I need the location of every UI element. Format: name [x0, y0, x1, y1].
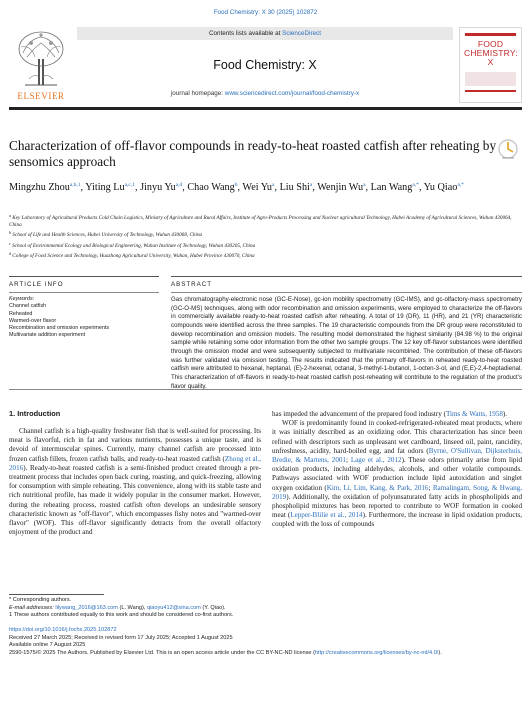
citation-link[interactable]: Lepper-Blilie et al., 2014	[290, 511, 363, 520]
doi-block	[9, 627, 522, 657]
text-run: ;	[428, 483, 433, 492]
author-affiliation-marker[interactable]: a,*	[457, 182, 464, 188]
paragraph	[272, 419, 522, 529]
paragraph	[272, 410, 522, 419]
footnotes	[9, 597, 309, 620]
email-line	[9, 605, 309, 613]
affiliation-marker: d	[9, 250, 11, 256]
author-list: Mingzhu Zhou$^{a,b,1}$, Yiting Lu$^{a,c,1}$, Jinyu Yu$^{a,d}$, Chao Wang$^b$, Wei Yu$^a$, Liu Shi$^a$, Wenjin Wu$^a$, Lan Wang$^{a,*}$, Yu Qiao$^{a,*}$	[9, 182, 464, 193]
citation-link[interactable]: Tims & Watts, 1958	[445, 410, 503, 418]
footnote-rule	[9, 594, 104, 595]
citation-link[interactable]: Zhong et al., 2016	[9, 454, 261, 472]
author-name[interactable]: Jinyu Yu	[140, 182, 176, 193]
contents-bar	[77, 27, 453, 40]
introduction-heading: 1. Introduction	[9, 409, 61, 418]
homepage-link[interactable]: www.sciencedirect.com/journal/food-chemistry-x	[224, 90, 360, 97]
keywords-rule	[9, 292, 159, 293]
text-run: ). These odors primarily arise from lipid oxidation products, including aldehydes, alcohols, and other volatile compounds. Pathways associated with WOF production include lipid autoxidation and singlet oxygen oxidation (	[272, 456, 523, 492]
affiliation-marker: a	[9, 213, 11, 218]
author-name[interactable]: Wenjin Wu	[317, 182, 364, 193]
affiliation-text: School of Environmental Ecology and Biological Engineering, Wuhan Institute of Technology, Wuhan 430205, China	[12, 242, 256, 249]
elsevier-tree-icon	[15, 29, 67, 87]
text-run: ). Ready-to-heat roasted catfish is a semi-finished product created through a pre-treatment process that includes open back curing, roasting, and quick-freezing, allowing for consumption with simple reheating. This convenience, along with its stable taste and rich nutritional profile, has made it widely popular in the consumer market. However, during the reheating process, roasted catfish often develops an undesirable sensory characteristic known as "off-flavor", which encompasses fishy notes and "warmed-over flavor" (WOF). This off-flavor significantly detracts from the overall olfactory enjoyment of the product and	[9, 463, 261, 537]
author-name[interactable]: Chao Wang	[187, 182, 235, 193]
author-name[interactable]: Liu Shi	[279, 182, 310, 193]
equal-contribution-note: 1 These authors contributed equally to this work and should be considered co-first authors.	[9, 612, 234, 618]
header-rule	[9, 107, 522, 110]
affiliation-text: Key Laboratory of Agricultural Products Cold Chain Logistics, Ministry of Agriculture and Rural Affairs, Institute of Agro-Products Processing and Nuclear agricultural Technology, Hubei Academy of Agricultural Sciences, Wuhan 430064, China	[9, 215, 512, 229]
journal-title: Food Chemistry: X	[213, 58, 317, 72]
text-run: Channel catfish is a high-quality freshwater fish that is well-suited for processing. Its meat is flavorful, rich in fat and various nutrients, possesses a unique taste, and is devoid of intermuscular spines. Currently, many channel catfish are processed into frozen catfish fillets, frozen catfish balls, and ready-to-heat roasted catfish (	[9, 427, 261, 463]
cover-bottom-bar	[465, 90, 516, 92]
elsevier-logo[interactable]	[9, 27, 73, 103]
elsevier-wordmark: ELSEVIER	[17, 91, 65, 101]
author-name[interactable]: Mingzhu Zhou	[9, 182, 70, 193]
text-run: ). Additionally, the oxidation of polyunsaturated fatty acids in phospholipids and phospholipid mixtures has been reported to contribute to WOF formation in cooked meat (	[272, 492, 522, 520]
available-online: Available online 7 August 2025	[9, 642, 86, 649]
cover-title	[464, 40, 517, 67]
affiliation-text: College of Food Science and Technology, Huazhong Agricultural University, Wuhan, Hubei Province 430070, China	[12, 252, 255, 259]
sciencedirect-link[interactable]: ScienceDirect	[282, 30, 321, 37]
email-link[interactable]: qiaoyu412@sina.com	[146, 604, 201, 611]
author-affiliation-marker[interactable]: a,d	[175, 182, 183, 188]
homepage-prefix: journal homepage:	[170, 90, 225, 97]
paragraph	[9, 427, 261, 537]
email-link[interactable]: lilywang_2016@163.com	[55, 604, 118, 611]
citation-link[interactable]: Ramalingam, Song, & Hwang, 2019	[272, 483, 523, 501]
affiliation-marker: b	[9, 230, 11, 236]
email-name: (Y. Qiao).	[200, 604, 226, 611]
info-rule-left	[9, 276, 159, 277]
author-name[interactable]: Wei Yu	[242, 182, 273, 193]
author-affiliation-marker[interactable]: a	[363, 182, 366, 188]
keyword-item: Warmed-over flavor	[9, 317, 57, 324]
text-run: ). Furthermore, the increase in lipid oxidation products, coupled with the loss of compounds	[272, 511, 523, 529]
keyword-item: Channel catfish	[9, 303, 47, 310]
author-affiliation-marker[interactable]: a,*	[412, 182, 419, 188]
cover-band	[465, 72, 516, 86]
keyword-item: Reheated	[9, 310, 33, 317]
contents-prefix: Contents lists available at	[208, 30, 283, 37]
info-rule-right	[171, 276, 522, 277]
abstract-bottom-rule	[9, 389, 522, 390]
author-affiliation-marker[interactable]: a	[309, 182, 313, 188]
author-affiliation-marker[interactable]: a	[272, 182, 275, 188]
journal-header	[9, 27, 522, 103]
journal-homepage	[77, 90, 453, 97]
affiliation-marker: c	[9, 240, 11, 246]
license-text: ).	[438, 649, 442, 656]
body-column-right	[272, 410, 522, 530]
affiliation-list	[9, 212, 514, 260]
email-name: (L. Wang),	[117, 604, 147, 611]
keywords-label: Keywords:	[9, 296, 35, 302]
check-for-updates-icon[interactable]	[497, 138, 519, 162]
affiliation-text: School of Life and Health Sciences, Hubei University of Technology, Wuhan 430068, China	[12, 232, 203, 239]
author-name[interactable]: Lan Wang	[370, 182, 413, 193]
text-run: WOF is predominantly found in cooked-refrigerated-reheated meat products, where it was initially described as an oxidizing odor. This characterization has since been refined with descriptors such as unpleasant wet cardboard, linseed oil, paint, rancidity, unfreshness, acidity, hard-boiled egg, and fat odors (	[272, 419, 522, 455]
citation-link[interactable]: Kim, Li, Lim, Kang, & Park, 2016	[326, 483, 429, 492]
keyword-item: Recombination and omission experiments	[9, 325, 110, 332]
license-line	[9, 650, 522, 658]
text-run: ;	[345, 456, 351, 465]
header-center	[77, 27, 453, 103]
received-dates: Received 27 March 2025; Received in revised form 17 July 2025; Accepted 1 August 2025	[9, 634, 233, 641]
author-affiliation-marker[interactable]: b	[234, 182, 238, 188]
doi-link[interactable]: https://doi.org/10.1016/j.fochx.2025.102872	[9, 627, 117, 633]
text-run: ).	[502, 410, 508, 418]
body-column-left	[9, 427, 261, 537]
author-name[interactable]: Yiting Lu	[85, 182, 125, 193]
email-label: E-mail addresses:	[9, 604, 56, 611]
affiliation-item	[9, 250, 514, 260]
affiliation-item	[9, 240, 514, 250]
author-affiliation-marker[interactable]: a,b,1	[69, 182, 81, 188]
keyword-item: Multivariate addition experiment	[9, 332, 86, 339]
cover-title-line-2: CHEMISTRY: X	[464, 48, 518, 67]
article-info-heading: ARTICLE INFO	[9, 281, 64, 288]
abstract-text: Gas chromatography-electronic nose (GC-E-Nose), gc-ion mobility spectrometry (GC-IMS), and gc-olfactory-mass spectrometry (GC-O-MS) techniques, along with odor recombination and omission experiments, were employed to characterize the off-flavors in commercially available ready-to-heat roasted catfish after reheating. A total of 19 (DR), 11 (HR), and 21 (YR) characteristic compounds were identified across the three samples. The 19 characteristic compounds from the DR group were reconstituted to develop recombination and omission models. The resulting model demonstrated the highest similarity (84.98 %) to the original sample while retaining some odor information from the other two sample groups. The 12 key off-flavor substances were identified through the omission model and were subsequently subjected to multivariate recombined. The contribution of these off-flavors was further validated via omission testing. The results indicated that the primary off-flavors in reheated ready-to-heat roasted catfish were attributed to hexanal, heptanal, (E)-2-hexenal, octanal, 3-methyl-1-butanol, 1-octen-3-ol, and (E,E)-2,4-heptadienal. This characterization of off-flavors in ready-to-heat roasted catfish post-reheating will contribute to the regulation of the product's flavor quality.	[171, 296, 522, 390]
cover-title-line-1: FOOD	[477, 39, 504, 49]
cover-top-bar	[465, 33, 516, 36]
license-link[interactable]: http://creativecommons.org/licenses/by-nc-nd/4.0/	[314, 649, 439, 656]
journal-cover-thumbnail[interactable]	[459, 27, 522, 103]
affiliation-item	[9, 229, 514, 239]
affiliation-item	[9, 212, 514, 229]
author-affiliation-marker[interactable]: a,c,1	[124, 182, 135, 188]
article-title: Characterization of off-flavor compounds in ready-to-heat roasted catfish after reheating by sensomics approach	[9, 138, 497, 169]
author-name[interactable]: Yu Qiao	[423, 182, 458, 193]
abstract-rule	[171, 292, 522, 293]
text-run: has impeded the advancement of the prepared food industry (	[272, 410, 446, 418]
citation-link[interactable]: Byrne, O'Sullivan, Dijksterhuis, Bredie, & Martens, 2001	[272, 446, 522, 465]
journal-reference[interactable]: Food Chemistry: X 30 (2025) 102872	[213, 9, 318, 16]
corresponding-note: * Corresponding authors.	[9, 597, 72, 603]
keywords-block	[9, 296, 159, 340]
abstract-heading: ABSTRACT	[171, 281, 213, 288]
citation-link[interactable]: Lage et al., 2012	[350, 456, 402, 465]
license-text: 2590-1575/© 2025 The Authors. Published by Elsevier Ltd. This is an open access article under the CC BY-NC-ND license (	[9, 649, 315, 656]
